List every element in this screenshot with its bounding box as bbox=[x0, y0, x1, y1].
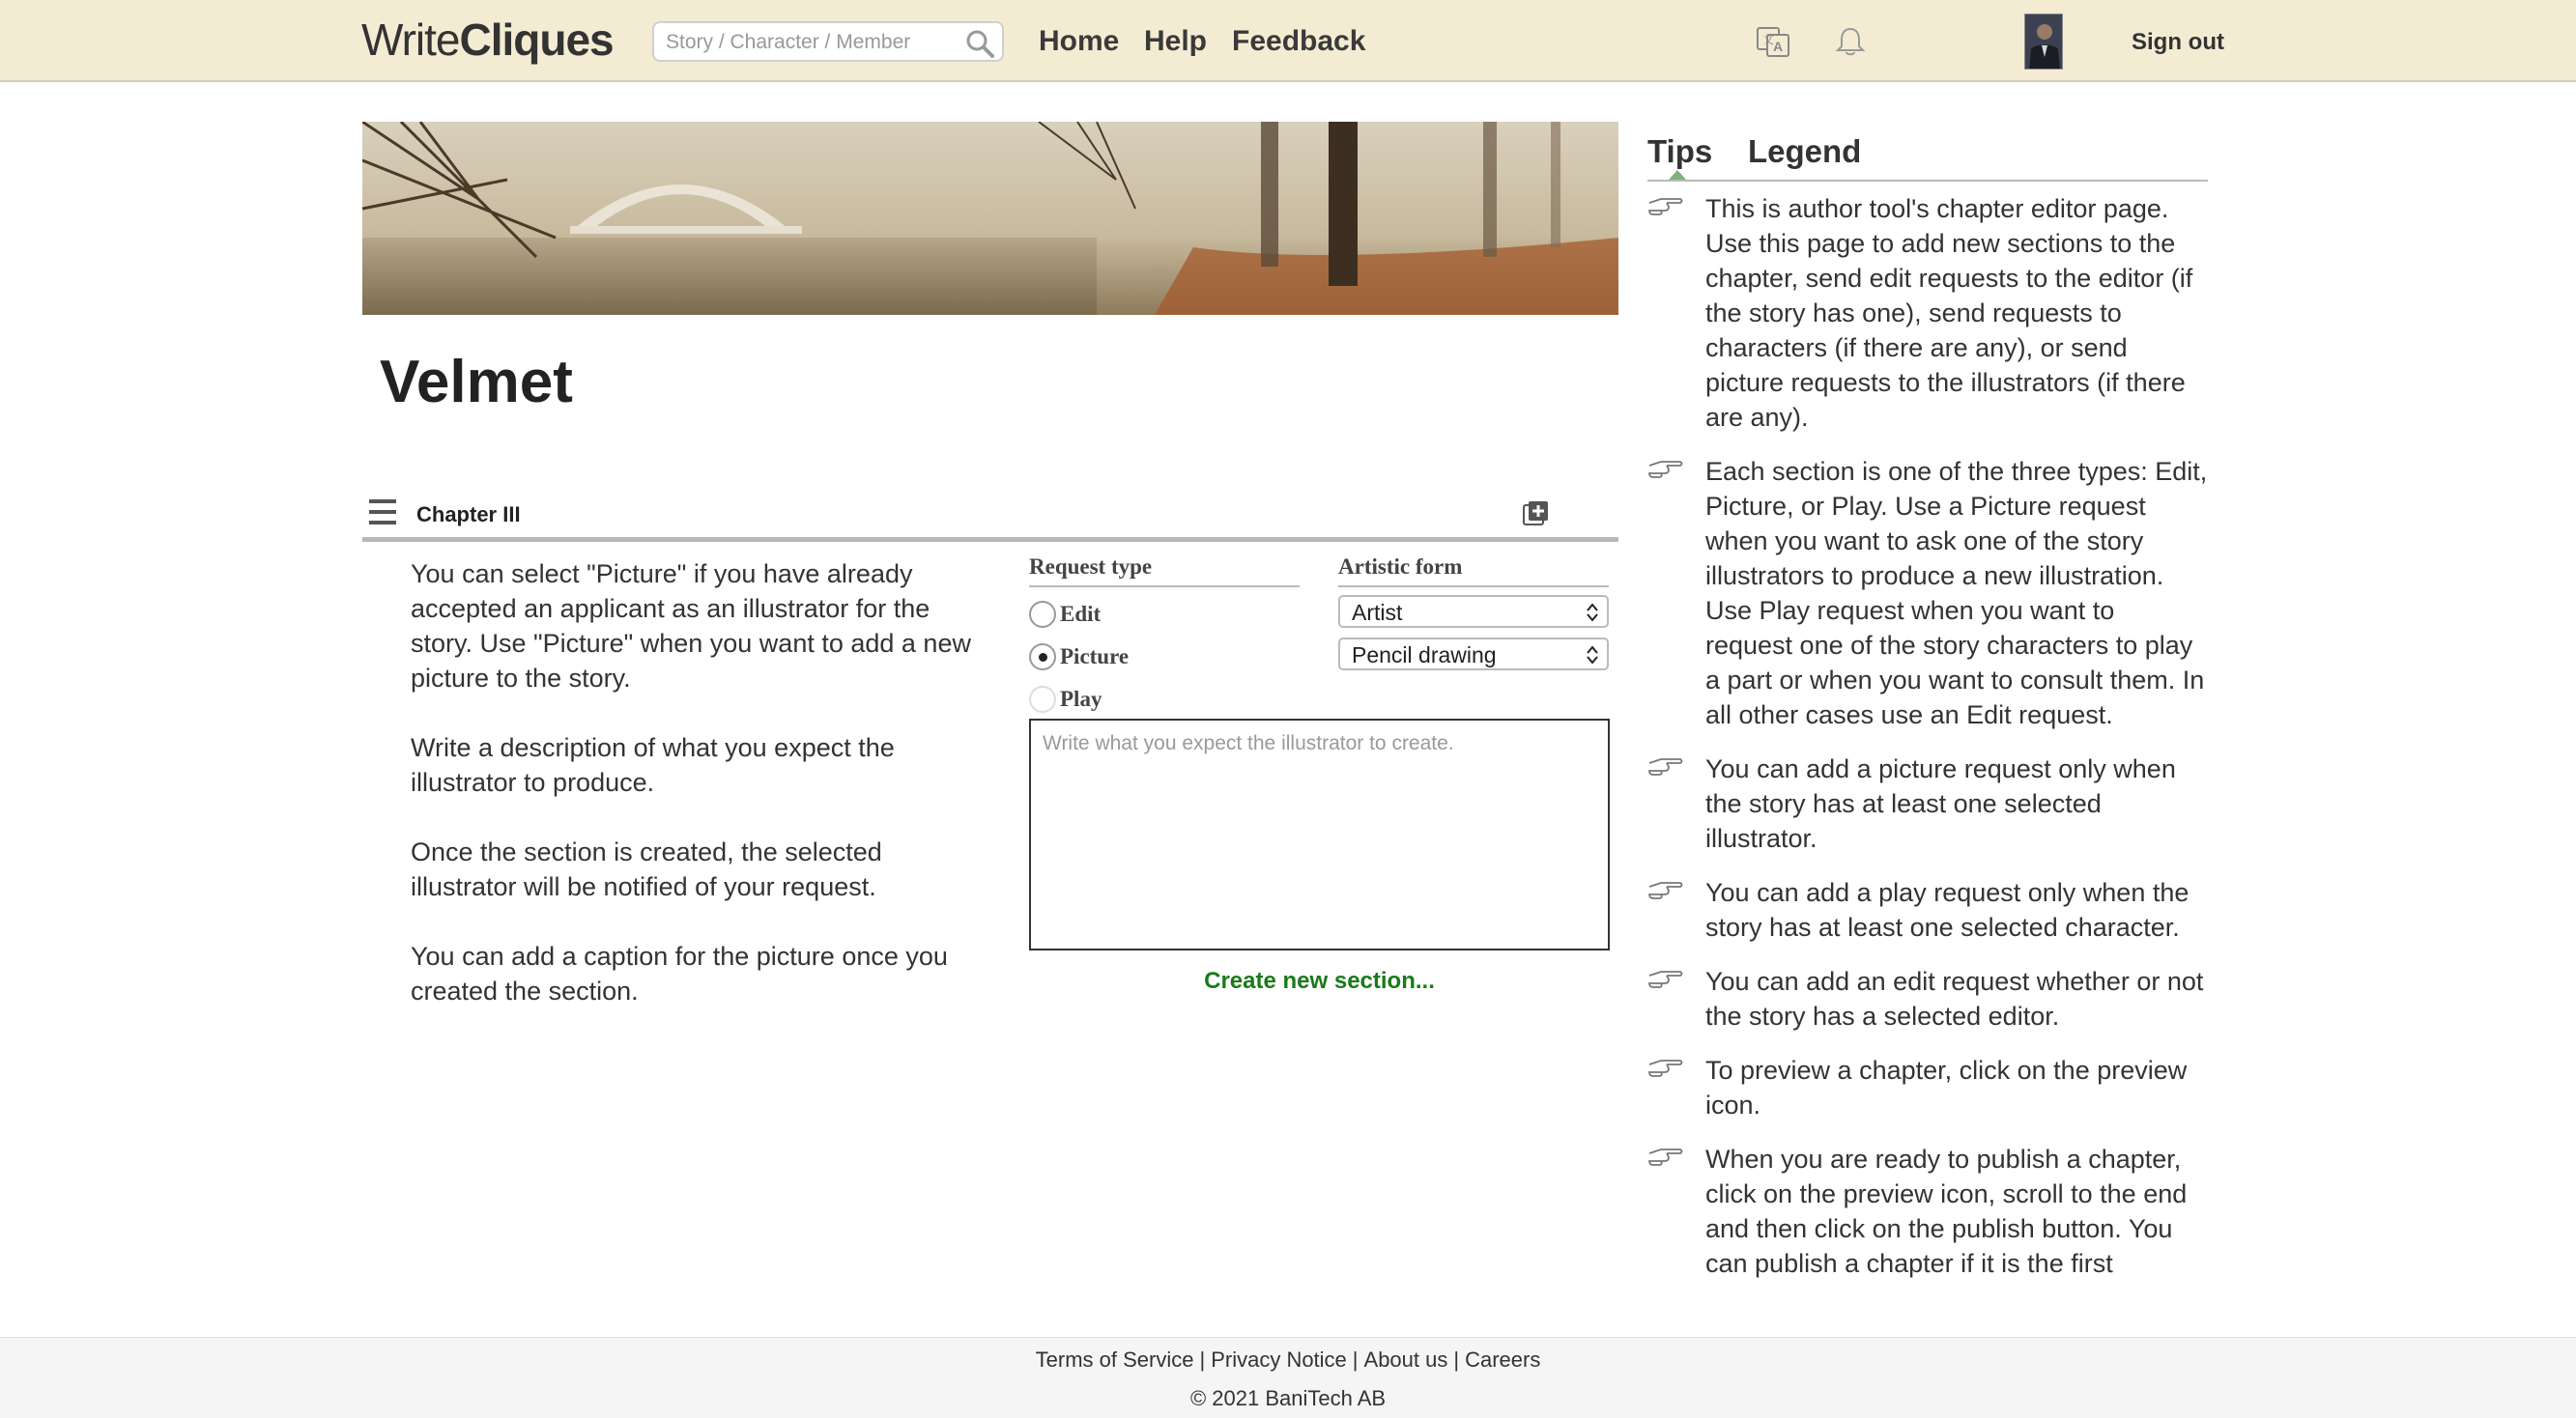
user-avatar[interactable] bbox=[2024, 14, 2063, 70]
instruction-paragraph: You can add a caption for the picture once you created the section. bbox=[411, 942, 948, 1006]
tip-item: This is author tool's chapter editor page. Use this page to add new sections to the chapter, send edit requests to the editor (if the story has one), send requests to characters (if there are any), or send picture requests to the illustrators (if there are any). bbox=[1647, 191, 2208, 435]
footer-links: Terms of Service | Privacy Notice | About us | Careers bbox=[1035, 1347, 1541, 1372]
tip-item: Each section is one of the three types: Edit, Picture, or Play. Use a Picture request when you want to ask one of the story illustrators to produce a new illustration. Use Play request when you want to request one of the story characters to play a part or when you want to consult them. In all other cases use an Edit request. bbox=[1647, 454, 2208, 732]
instruction-paragraph: Write a description of what you expect the illustrator to produce. bbox=[411, 733, 895, 797]
section-instructions bbox=[411, 556, 990, 1043]
radio-button[interactable] bbox=[1029, 601, 1056, 628]
search-icon[interactable] bbox=[963, 27, 996, 60]
svg-text:文: 文 bbox=[1762, 33, 1775, 46]
request-type-play-option[interactable]: Play bbox=[1029, 684, 1102, 715]
select-chevron-icon bbox=[1586, 601, 1599, 624]
active-tab-indicator bbox=[1669, 170, 1686, 180]
tip-item: When you are ready to publish a chapter, click on the preview icon, scroll to the end and then click on the publish button. You can publish a chapter if it is the first bbox=[1647, 1142, 2208, 1281]
instruction-paragraph: Once the section is created, the selected illustrator will be notified of your request. bbox=[411, 837, 882, 901]
terms-of-service-link[interactable]: Terms of Service bbox=[1035, 1347, 1194, 1372]
chapter-toolbar bbox=[362, 488, 1618, 542]
copyright-text: © 2021 BaniTech AB bbox=[1189, 1386, 1387, 1410]
story-title: Velmet bbox=[380, 349, 573, 415]
sign-out-link[interactable]: Sign out bbox=[2132, 29, 2224, 55]
menu-icon[interactable] bbox=[369, 499, 396, 525]
side-panel-tabs bbox=[1647, 133, 2208, 182]
svg-text:A: A bbox=[1773, 39, 1784, 54]
pointing-hand-icon bbox=[1647, 879, 1684, 902]
tip-item: You can add a play request only when the story has at least one selected character. bbox=[1647, 875, 2208, 945]
medium-select[interactable]: Pencil drawing bbox=[1338, 638, 1609, 670]
nav-feedback-link[interactable]: Feedback bbox=[1232, 25, 1366, 57]
careers-link[interactable]: Careers bbox=[1465, 1347, 1541, 1372]
pointing-hand-icon bbox=[1647, 1146, 1684, 1169]
request-type-picture-option[interactable]: Picture bbox=[1029, 641, 1129, 672]
story-banner-image bbox=[362, 122, 1618, 315]
add-section-icon[interactable] bbox=[1522, 499, 1551, 528]
description-textarea[interactable] bbox=[1031, 721, 1608, 949]
chapter-label: Chapter III bbox=[416, 502, 521, 526]
description-field-wrapper bbox=[1029, 719, 1610, 950]
tip-item: You can add an edit request whether or not the story has a selected editor. bbox=[1647, 964, 2208, 1034]
instruction-paragraph: You can select "Picture" if you have already accepted an applicant as an illustrator for the story. Use "Picture" when you want to add a new picture to the story. bbox=[411, 559, 971, 693]
bell-icon[interactable] bbox=[1832, 23, 1869, 60]
nav-help-link[interactable]: Help bbox=[1144, 25, 1208, 57]
pointing-hand-icon bbox=[1647, 195, 1684, 218]
page-footer bbox=[0, 1337, 2576, 1418]
site-logo[interactable]: WriteCliques bbox=[361, 14, 614, 65]
request-type-edit-option[interactable]: Edit bbox=[1029, 599, 1101, 630]
search-input[interactable] bbox=[666, 29, 956, 56]
pointing-hand-icon bbox=[1647, 458, 1684, 481]
pointing-hand-icon bbox=[1647, 1057, 1684, 1080]
radio-button[interactable] bbox=[1029, 686, 1056, 713]
tip-item: You can add a picture request only when the story has at least one selected illustrator. bbox=[1647, 752, 2208, 856]
select-chevron-icon bbox=[1586, 643, 1599, 666]
privacy-notice-link[interactable]: Privacy Notice bbox=[1211, 1347, 1347, 1372]
tab-tips[interactable]: Tips bbox=[1647, 133, 1713, 169]
radio-button-selected[interactable] bbox=[1029, 643, 1056, 670]
translate-icon[interactable] bbox=[1755, 23, 1791, 60]
search-box bbox=[652, 21, 1004, 62]
tip-item: To preview a chapter, click on the preview icon. bbox=[1647, 1053, 2208, 1122]
nav-home-link[interactable]: Home bbox=[1039, 25, 1120, 57]
artistic-form-select[interactable]: Artist bbox=[1338, 595, 1609, 628]
tab-legend[interactable]: Legend bbox=[1748, 133, 1862, 169]
pointing-hand-icon bbox=[1647, 755, 1684, 779]
artistic-form-heading: Artistic form bbox=[1338, 554, 1609, 587]
request-type-heading: Request type bbox=[1029, 554, 1300, 587]
create-section-button[interactable]: Create new section... bbox=[1204, 968, 1435, 994]
tips-list bbox=[1647, 191, 2208, 1339]
pointing-hand-icon bbox=[1647, 968, 1684, 991]
about-us-link[interactable]: About us bbox=[1363, 1347, 1448, 1372]
top-navigation-bar bbox=[0, 0, 2576, 82]
